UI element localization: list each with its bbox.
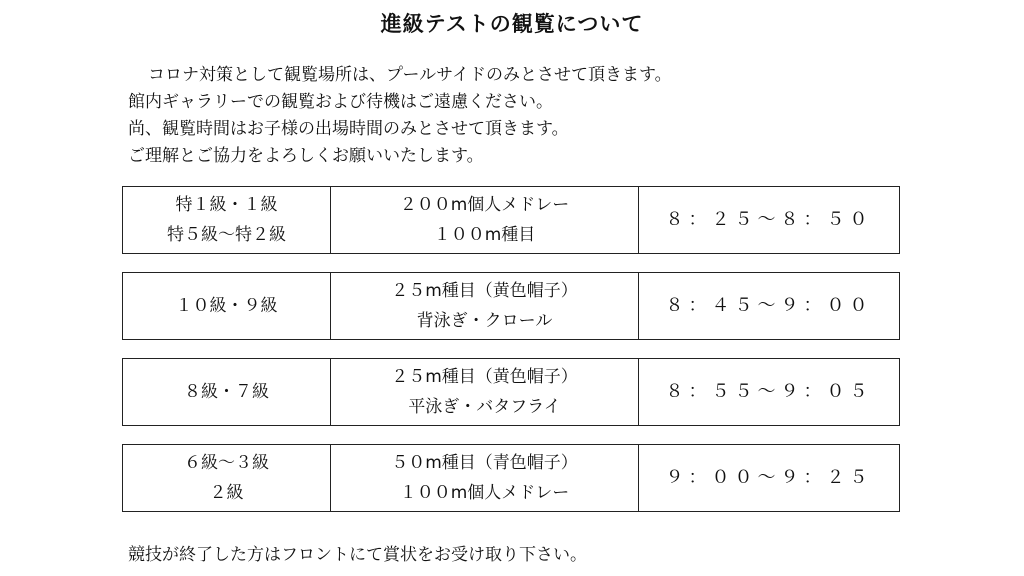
grade-cell [123, 187, 331, 253]
grade-cell [123, 273, 331, 339]
event-cell [331, 187, 639, 253]
event-line: １００m個人メドレー [399, 483, 570, 503]
event-cell [331, 359, 639, 425]
event-line: ５０m種目（青色帽子） [391, 453, 578, 473]
event-line: ２５m種目（黄色帽子） [391, 367, 578, 387]
grade-cell [123, 445, 331, 511]
grade-line: ８級・７級 [184, 382, 269, 402]
grade-line: 特５級～特２級 [167, 225, 286, 245]
footer-note: 競技が終了した方はフロントにて賞状をお受け取り下さい。 [128, 545, 587, 565]
time-cell: ８：４５～９：００ [665, 295, 873, 316]
event-line: 平泳ぎ・バタフライ [408, 397, 561, 417]
event-line: ２５m種目（黄色帽子） [391, 281, 578, 301]
event-line: ２００m個人メドレー [399, 195, 570, 215]
event-cell [331, 445, 639, 511]
grade-line: １０級・９級 [175, 296, 278, 316]
schedule-row [122, 272, 900, 340]
intro-paragraph [128, 62, 928, 170]
grade-line: ２級 [209, 483, 244, 503]
intro-line: コロナ対策として観覧場所は、プールサイドのみとさせて頂きます。 [148, 65, 672, 85]
event-cell [331, 273, 639, 339]
time-cell: ８：２５～８：５０ [665, 209, 873, 230]
grade-cell [123, 359, 331, 425]
grade-line: 特１級・１級 [175, 195, 278, 215]
intro-line: 館内ギャラリーでの観覧および待機はご遠慮ください。 [128, 92, 553, 112]
event-line: １００m種目 [433, 225, 536, 245]
page-title: 進級テストの観覧について [380, 12, 644, 36]
grade-line: ６級～３級 [184, 453, 269, 473]
schedule-row [122, 186, 900, 254]
intro-line: ご理解とご協力をよろしくお願いいたします。 [128, 146, 484, 166]
schedule-row [122, 358, 900, 426]
schedule-row [122, 444, 900, 512]
intro-line: 尚、観覧時間はお子様の出場時間のみとさせて頂きます。 [128, 119, 569, 139]
time-cell: ８：５５～９：０５ [665, 381, 873, 402]
time-cell: ９：００～９：２５ [665, 467, 873, 488]
event-line: 背泳ぎ・クロール [416, 311, 553, 331]
